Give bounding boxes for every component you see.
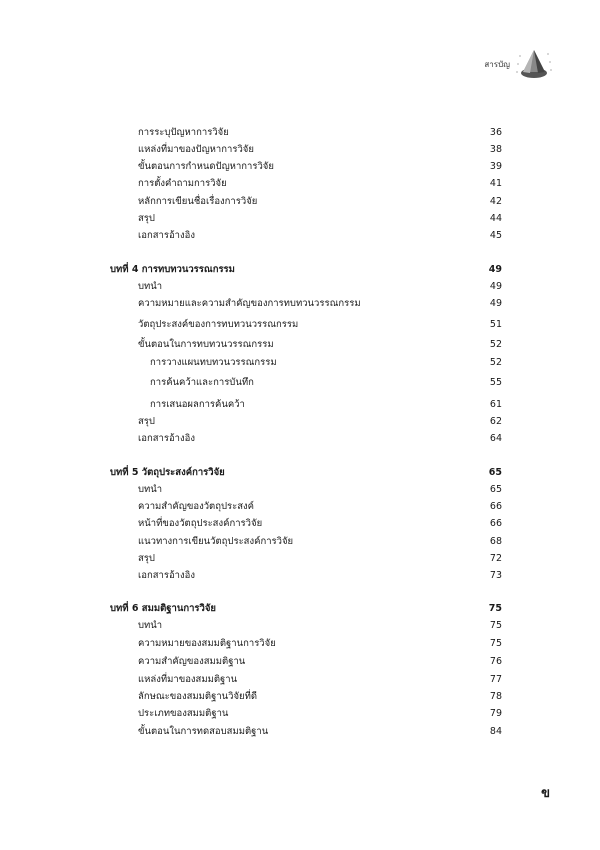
toc-entry-label: แนวทางการเขียนวัตถุประสงค์การวิจัย bbox=[138, 536, 294, 547]
toc-chapter-heading bbox=[110, 602, 502, 616]
toc-entry-page: 72 bbox=[489, 553, 502, 564]
toc-entry-label: แหล่งที่มาของสมมติฐาน bbox=[138, 674, 238, 685]
toc-entry bbox=[110, 376, 502, 390]
toc-entry bbox=[110, 637, 502, 651]
toc-entry bbox=[110, 690, 502, 704]
toc-entry-label: ความสำคัญของสมมติฐาน bbox=[138, 656, 246, 667]
toc-entry bbox=[110, 500, 502, 514]
toc-entry-page: 36 bbox=[489, 127, 502, 138]
toc-entry-label: การเสนอผลการค้นคว้า bbox=[150, 399, 245, 410]
toc-entry-label: บทที่ 4 การทบทวนวรรณกรรม bbox=[110, 264, 235, 275]
toc-entry-page: 55 bbox=[489, 377, 502, 388]
toc-entry bbox=[110, 297, 502, 311]
cone-logo-icon bbox=[514, 44, 554, 84]
toc-entry-page: 61 bbox=[489, 399, 502, 410]
toc-entry-label: สรุป bbox=[138, 416, 155, 427]
toc-entry-label: บทนำ bbox=[138, 484, 163, 495]
toc-entry-label: สรุป bbox=[138, 553, 155, 564]
toc-entry-page: 75 bbox=[489, 620, 502, 631]
toc-entry bbox=[110, 569, 502, 583]
toc-entry-label: เอกสารอ้างอิง bbox=[138, 230, 195, 241]
toc-chapter-heading bbox=[110, 263, 502, 277]
toc-entry bbox=[110, 229, 502, 243]
toc-entry-page: 77 bbox=[489, 674, 502, 685]
toc-entry bbox=[110, 655, 502, 669]
toc-entry bbox=[110, 673, 502, 687]
toc-chapter-heading bbox=[110, 466, 502, 480]
toc-entry-label: แหล่งที่มาของปัญหาการวิจัย bbox=[138, 144, 254, 155]
toc-entry-label: ขั้นตอนในการทดสอบสมมติฐาน bbox=[138, 726, 269, 737]
toc-entry-page: 52 bbox=[489, 357, 502, 368]
toc-entry bbox=[110, 619, 502, 633]
toc-entry-page: 39 bbox=[489, 161, 502, 172]
toc-entry-label: ขั้นตอนในการทบทวนวรรณกรรม bbox=[138, 339, 274, 350]
toc-entry-label: สรุป bbox=[138, 213, 155, 224]
toc-entry bbox=[110, 725, 502, 739]
toc-entry-page: 79 bbox=[489, 708, 502, 719]
toc-entry-page: 42 bbox=[489, 196, 502, 207]
toc-entry-label: การระบุปัญหาการวิจัย bbox=[138, 127, 229, 138]
toc-entry bbox=[110, 177, 502, 191]
toc-entry-label: ความหมายและความสำคัญของการทบทวนวรรณกรรม bbox=[138, 298, 361, 309]
toc-entry bbox=[110, 535, 502, 549]
toc-entry bbox=[110, 280, 502, 294]
toc-entry-label: ความสำคัญของวัตถุประสงค์ bbox=[138, 501, 254, 512]
toc-entry-label: การค้นคว้าและการบันทึก bbox=[150, 377, 254, 388]
toc-entry-page: 38 bbox=[489, 144, 502, 155]
toc-entry-page: 44 bbox=[489, 213, 502, 224]
page-number: ข bbox=[541, 786, 550, 801]
toc-entry bbox=[110, 552, 502, 566]
toc-entry-label: บทที่ 6 สมมติฐานการวิจัย bbox=[110, 603, 216, 614]
toc-entry-page: 75 bbox=[489, 638, 502, 649]
toc-entry-label: หน้าที่ของวัตถุประสงค์การวิจัย bbox=[138, 518, 263, 529]
toc-entry-label: ความหมายของสมมติฐานการวิจัย bbox=[138, 638, 276, 649]
toc-entry-label: วัตถุประสงค์ของการทบทวนวรรณกรรม bbox=[138, 319, 299, 330]
toc-entry-page: 49 bbox=[488, 264, 502, 275]
toc-entry-page: 45 bbox=[489, 230, 502, 241]
toc-entry-page: 62 bbox=[489, 416, 502, 427]
toc-entry bbox=[110, 707, 502, 721]
toc-entry bbox=[110, 195, 502, 209]
running-header: สารบัญ bbox=[484, 60, 510, 69]
toc-entry bbox=[110, 483, 502, 497]
toc-entry bbox=[110, 432, 502, 446]
toc-entry-label: เอกสารอ้างอิง bbox=[138, 433, 195, 444]
toc-entry-page: 65 bbox=[488, 467, 502, 478]
toc-entry bbox=[110, 318, 502, 332]
toc-entry-label: บทนำ bbox=[138, 620, 163, 631]
toc-entry bbox=[110, 517, 502, 531]
toc-entry-label: บทที่ 5 วัตถุประสงค์การวิจัย bbox=[110, 467, 225, 478]
toc-entry-page: 41 bbox=[489, 178, 502, 189]
toc-entry-page: 49 bbox=[489, 298, 502, 309]
toc-entry-page: 66 bbox=[489, 518, 502, 529]
toc-entry-label: บทนำ bbox=[138, 281, 163, 292]
toc-entry bbox=[110, 415, 502, 429]
toc-entry-label: เอกสารอ้างอิง bbox=[138, 570, 195, 581]
toc-entry bbox=[110, 143, 502, 157]
toc-entry-page: 73 bbox=[489, 570, 502, 581]
toc-entry-label: การตั้งคำถามการวิจัย bbox=[138, 178, 227, 189]
toc-entry-page: 65 bbox=[489, 484, 502, 495]
toc-entry bbox=[110, 212, 502, 226]
toc-entry-page: 64 bbox=[489, 433, 502, 444]
toc-entry-page: 51 bbox=[489, 319, 502, 330]
toc-entry-page: 68 bbox=[489, 536, 502, 547]
toc-entry-page: 75 bbox=[488, 603, 502, 614]
toc-entry-page: 49 bbox=[489, 281, 502, 292]
toc-entry-page: 78 bbox=[489, 691, 502, 702]
toc-entry-page: 84 bbox=[489, 726, 502, 737]
toc-entry-label: ลักษณะของสมมติฐานวิจัยที่ดี bbox=[138, 691, 258, 702]
toc-entry bbox=[110, 126, 502, 140]
toc-entry-label: การวางแผนทบทวนวรรณกรรม bbox=[150, 357, 277, 368]
toc-entry bbox=[110, 160, 502, 174]
toc-entry-label: ประเภทของสมมติฐาน bbox=[138, 708, 229, 719]
toc-entry-label: ขั้นตอนการกำหนดปัญหาการวิจัย bbox=[138, 161, 274, 172]
toc-entry-page: 52 bbox=[489, 339, 502, 350]
toc-entry-page: 76 bbox=[489, 656, 502, 667]
toc-entry bbox=[110, 356, 502, 370]
toc-entry-label: หลักการเขียนชื่อเรื่องการวิจัย bbox=[138, 196, 258, 207]
toc-entry bbox=[110, 338, 502, 352]
toc-entry-page: 66 bbox=[489, 501, 502, 512]
toc-entry bbox=[110, 398, 502, 412]
